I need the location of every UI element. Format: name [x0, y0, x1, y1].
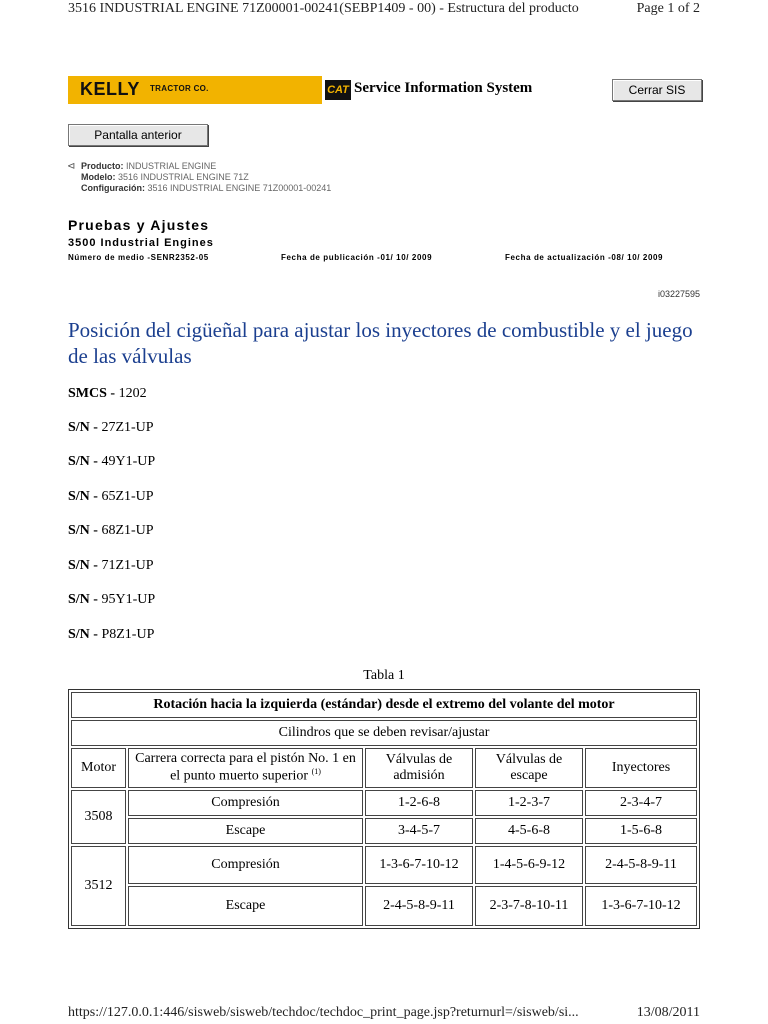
update-date: Fecha de actualización -08/ 10/ 2009	[505, 253, 664, 262]
back-arrow-icon[interactable]: ⊲	[67, 161, 76, 172]
serial-item: S/N - P8Z1-UP	[68, 627, 155, 642]
kelly-logo-sub: TRACTOR CO.	[150, 84, 209, 93]
close-sis-button[interactable]: Cerrar SIS	[612, 79, 702, 101]
breadcrumb-model: Modelo: 3516 INDUSTRIAL ENGINE 71Z	[81, 172, 249, 182]
section-subtitle: 3500 Industrial Engines	[68, 237, 214, 249]
cat-logo: CAT	[325, 80, 351, 100]
sis-title: Service Information System	[354, 80, 533, 96]
print-url: https://127.0.0.1:446/sisweb/sisweb/techdoc/techdoc_print_page.jsp?returnurl=/sisweb/si...	[68, 1005, 579, 1020]
kelly-logo	[68, 76, 322, 104]
table-caption: Tabla 1	[363, 668, 405, 683]
breadcrumb-product: Producto: INDUSTRIAL ENGINE	[81, 161, 217, 171]
col-intake: Válvulas de admisión	[365, 748, 473, 788]
col-exhaust: Válvulas de escape	[475, 748, 583, 788]
back-button[interactable]: Pantalla anterior	[68, 124, 208, 146]
kelly-logo-name: KELLY	[80, 79, 140, 99]
serial-item: S/N - 27Z1-UP	[68, 420, 154, 435]
print-date: 13/08/2011	[636, 1005, 700, 1020]
table-heading: Rotación hacia la izquierda (estándar) desde el extremo del volante del motor	[71, 692, 697, 718]
table-row: Escape 2-4-5-8-9-11 2-3-7-8-10-11 1-3-6-7-10-12	[71, 886, 697, 926]
footnote-ref: (1)	[311, 767, 321, 777]
document-id: i03227595	[657, 289, 700, 299]
col-motor: Motor	[71, 748, 126, 788]
publication-date: Fecha de publicación -01/ 10/ 2009	[281, 253, 433, 262]
crankshaft-table	[68, 689, 700, 959]
section-title: Pruebas y Ajustes	[68, 217, 210, 233]
smcs-line: SMCS - 1202	[68, 386, 147, 401]
col-injectors: Inyectores	[585, 748, 697, 788]
serial-item: S/N - 68Z1-UP	[68, 523, 154, 538]
serial-item: S/N - 71Z1-UP	[68, 558, 154, 573]
breadcrumb-config: Configuración: 3516 INDUSTRIAL ENGINE 71Z00001-00241	[81, 183, 332, 193]
print-doc-title: 3516 INDUSTRIAL ENGINE 71Z00001-00241(SEBP1409 - 00) - Estructura del producto	[68, 1, 579, 16]
col-stroke: Carrera correcta para el pistón No. 1 en el punto muerto superior $^{(1)}$	[128, 748, 363, 788]
serial-item: S/N - 65Z1-UP	[68, 489, 154, 504]
breadcrumb	[68, 161, 331, 194]
table-row: 3512 Compresión 1-3-6-7-10-12 1-4-5-6-9-12 2-4-5-8-9-11	[71, 846, 697, 884]
table-header-row	[71, 748, 697, 788]
page-title: Posición del cigüeñal para ajustar los inyectores de combustible y el juego de las válvulas	[68, 318, 693, 368]
sis-banner	[68, 76, 700, 104]
print-footer	[68, 1005, 700, 1023]
table-row: Escape 3-4-5-7 4-5-6-8 1-5-6-8	[71, 818, 697, 844]
table-subheading: Cilindros que se deben revisar/ajustar	[71, 720, 697, 746]
serial-item: S/N - 95Y1-UP	[68, 592, 156, 607]
media-number: Número de medio -SENR2352-05	[68, 253, 209, 262]
table-row: 3508 Compresión 1-2-6-8 1-2-3-7 2-3-4-7	[71, 790, 697, 816]
print-header	[68, 1, 700, 21]
print-page-number: Page 1 of 2	[636, 1, 700, 16]
serial-item: S/N - 49Y1-UP	[68, 454, 156, 469]
